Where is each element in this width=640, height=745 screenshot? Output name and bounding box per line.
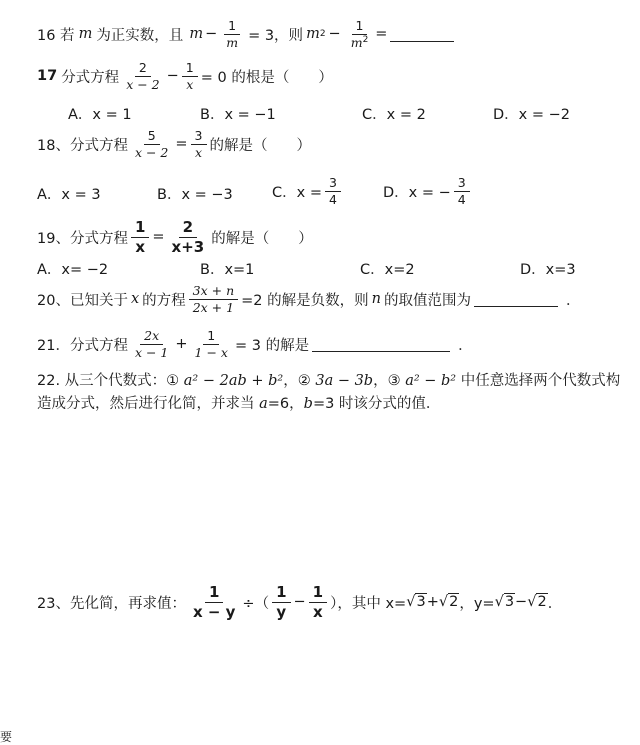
q20-frac-num: 3x + n <box>189 283 238 300</box>
question-16 <box>37 18 454 50</box>
q23-minus: − <box>293 594 306 611</box>
q16-eq: = 3，则 <box>248 27 304 44</box>
q18-option-b: B．x = −3 <box>157 187 233 203</box>
q23-end: ． <box>547 595 563 612</box>
q16-frac-num: 1 <box>224 18 240 35</box>
q23-plus: + <box>426 594 439 611</box>
q17-fraction-2 <box>182 60 198 92</box>
question-18 <box>37 128 311 160</box>
q16-minus2: − <box>328 26 341 43</box>
q23-sqrt-2a: √2 <box>438 594 459 611</box>
q18-option-c-fraction <box>325 175 341 207</box>
q23-mid: ，y= <box>459 595 495 612</box>
q21-f1-den: x − 1 <box>134 344 169 360</box>
q17-option-a: A．x = 1 <box>68 107 132 123</box>
q23-f2-num: 1 <box>272 583 290 603</box>
q21-f2-den: 1 − x <box>194 344 228 360</box>
footer-mark: 要 <box>0 730 13 744</box>
q16-frac2-den: m <box>350 34 363 50</box>
q22-expr3: a² − b² <box>405 373 457 389</box>
q21-f1-num: 2x <box>140 328 163 345</box>
q23-fraction-2 <box>272 583 290 622</box>
q17-option-d: D．x = −2 <box>493 107 570 123</box>
q19-f2-den: x+3 <box>171 237 205 256</box>
q23-r1: 3 <box>416 594 426 611</box>
q18-tail: 的解是（ ） <box>209 137 311 154</box>
q20-end: ． <box>565 292 581 309</box>
q18-option-d-fraction <box>454 175 470 207</box>
q23-fraction-3 <box>309 583 327 622</box>
q17-fraction-1 <box>122 60 163 92</box>
q23-sqrt-2b: √2 <box>527 594 547 611</box>
q20-frac-den: 2x + 1 <box>192 299 235 315</box>
q18-fraction-2 <box>191 128 207 160</box>
q20-tail2: 的取值范围为 <box>383 292 471 309</box>
q22-text2: ，② <box>283 373 316 389</box>
q23-f1-num: 1 <box>205 583 223 603</box>
q23-r2: 2 <box>449 594 459 611</box>
q16-tail: = <box>375 26 388 43</box>
q21-answer-blank <box>312 337 450 352</box>
q19-f1-num: 1 <box>131 218 149 238</box>
q18-c-den: 4 <box>328 191 337 207</box>
question-21 <box>37 328 473 360</box>
q22-b: b <box>303 396 313 412</box>
q17-minus: − <box>166 68 179 85</box>
question-22 <box>37 370 627 416</box>
q18-lead: 18、分式方程 <box>37 137 128 154</box>
q18-f2-den: x <box>194 144 203 160</box>
q19-option-d: D．x=3 <box>520 262 576 278</box>
q23-r3: 3 <box>504 594 515 611</box>
q19-f1-den: x <box>135 237 146 256</box>
q19-option-b: B．x=1 <box>200 262 255 278</box>
q16-answer-blank <box>390 27 454 42</box>
q19-lead: 19、分式方程 <box>37 230 128 247</box>
q20-mid: 的方程 <box>142 292 186 309</box>
q22-expr1: a² − 2ab + b² <box>183 373 284 389</box>
q22-text6: =3 时该分式的值． <box>312 396 441 412</box>
q23-fraction-1 <box>189 583 239 622</box>
q18-eq: = <box>175 136 188 153</box>
q23-div: ÷（ <box>242 595 270 612</box>
q17-f1-den: x − 2 <box>126 76 160 92</box>
q16-sup: 2 <box>319 29 326 40</box>
question-20 <box>37 283 580 315</box>
q22-text4: 中任意选择两个代数式构造成分式，然后进行化简，并求当 <box>37 373 621 412</box>
question-19 <box>37 218 313 257</box>
q16-minus: − <box>205 26 218 43</box>
q23-r4: 2 <box>537 594 547 611</box>
q17-f2-num: 1 <box>182 60 198 77</box>
q18-d-num: 3 <box>454 175 470 192</box>
q21-end: ． <box>458 337 473 354</box>
q22-text5: =6， <box>267 396 304 412</box>
q19-tail: 的解是（ ） <box>211 230 313 247</box>
q22-text3: ，③ <box>373 373 406 389</box>
q23-f3-den: x <box>313 602 323 621</box>
q21-f2-num: 1 <box>203 328 219 345</box>
q18-option-c <box>272 175 344 207</box>
q23-sqrt-3b: √3 <box>494 594 515 611</box>
q18-c-num: 3 <box>325 175 341 192</box>
q21-lead: 21．分式方程 <box>37 337 128 354</box>
q22-expr2: 3a − 3b <box>315 373 374 389</box>
q20-answer-blank <box>474 292 558 307</box>
q17-f2-den: x <box>186 76 194 92</box>
q19-eq: = <box>152 229 165 246</box>
q16-mid: 为正实数，且 <box>96 27 184 44</box>
q16-fraction-2 <box>347 18 373 50</box>
q21-fraction-1 <box>131 328 172 360</box>
q20-n: n <box>371 291 381 308</box>
q21-tail: = 3 的解是 <box>234 337 310 354</box>
q17-number: 17 <box>37 68 58 85</box>
q23-minus2: − <box>515 594 528 611</box>
q17-tail: = 0 的根是（ ） <box>200 69 333 86</box>
q23-f3-num: 1 <box>309 583 327 603</box>
q19-option-c: C．x=2 <box>360 262 415 278</box>
q16-var: m <box>78 26 93 43</box>
q16-lead: 16 若 <box>37 27 75 44</box>
q23-sqrt-3a: √3 <box>406 594 426 611</box>
q16-fraction <box>222 18 242 50</box>
q17-f1-num: 2 <box>135 60 151 77</box>
q18-option-d-label: D．x = − <box>383 184 451 201</box>
question-23 <box>37 583 562 622</box>
q16-m-squared: m <box>306 26 320 43</box>
q16-frac2-num: 1 <box>352 18 368 35</box>
q21-fraction-2 <box>191 328 232 360</box>
q16-frac2-sup: 2 <box>362 34 369 45</box>
q23-close: ），其中 x= <box>330 595 407 612</box>
q23-f1-den: x − y <box>192 602 236 621</box>
q19-fraction-1 <box>131 218 149 257</box>
q17-option-c: C．x = 2 <box>362 107 426 123</box>
q21-plus: + <box>175 336 188 353</box>
q20-fraction <box>189 283 238 315</box>
q16-m: m <box>189 26 204 43</box>
q18-option-d <box>383 175 473 207</box>
q18-d-den: 4 <box>457 191 466 207</box>
q18-option-c-label: C．x = <box>272 184 322 201</box>
q18-f2-num: 3 <box>191 128 207 145</box>
q18-f1-num: 5 <box>144 128 160 145</box>
q19-option-a: A．x= −2 <box>37 262 109 278</box>
q18-fraction-1 <box>131 128 172 160</box>
q16-frac-den: m <box>226 34 239 50</box>
q19-fraction-2 <box>168 218 209 257</box>
q22-text1: 22. 从三个代数式：① <box>37 373 184 389</box>
q18-option-a: A．x = 3 <box>37 187 101 203</box>
q22-a: a <box>259 396 268 412</box>
q17-text: 分式方程 <box>61 69 120 86</box>
q18-f1-den: x − 2 <box>134 144 169 160</box>
q17-option-b: B．x = −1 <box>200 107 276 123</box>
q19-f2-num: 2 <box>179 218 197 238</box>
q20-lead: 20、已知关于 <box>37 292 128 309</box>
q20-x: x <box>130 291 140 308</box>
question-17 <box>37 60 333 92</box>
q23-lead: 23、先化简，再求值： <box>37 595 186 612</box>
q23-f2-den: y <box>276 602 287 621</box>
q20-tail1: =2 的解是负数，则 <box>241 292 369 309</box>
